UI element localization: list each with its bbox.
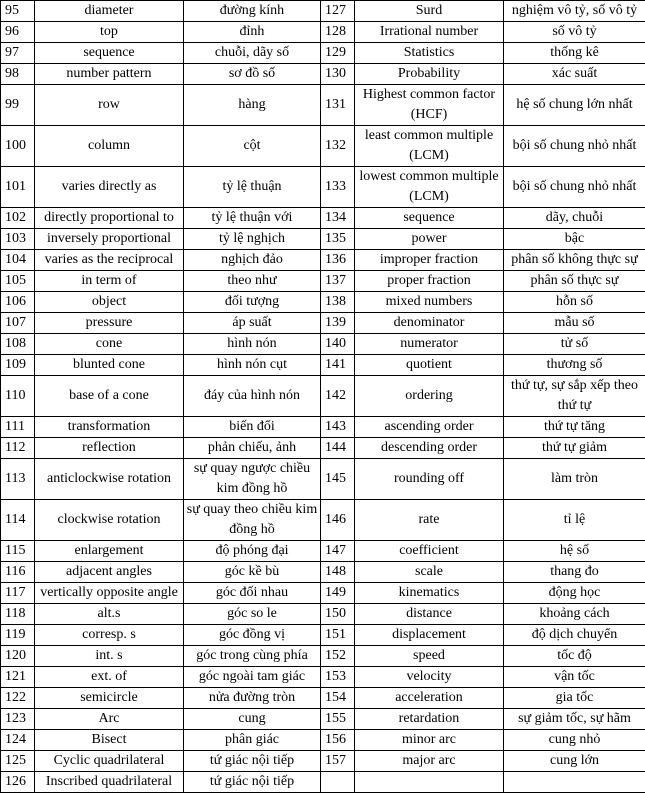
table-row [1, 250, 645, 271]
vietnamese-term: hệ số chung lớn nhất [504, 85, 645, 126]
table-row [1, 562, 645, 583]
english-term: adjacent angles [35, 562, 184, 583]
vietnamese-term: đối tượng [184, 292, 321, 313]
term-number: 98 [1, 64, 35, 85]
term-number: 133 [321, 167, 355, 208]
term-number: 146 [321, 500, 355, 541]
term-number: 110 [1, 376, 35, 417]
table-row [1, 126, 645, 167]
english-term: diameter [35, 1, 184, 22]
term-number: 134 [321, 208, 355, 229]
vietnamese-term: áp suất [184, 313, 321, 334]
term-number: 139 [321, 313, 355, 334]
vietnamese-term: phản chiếu, ảnh [184, 438, 321, 459]
english-term: alt.s [35, 604, 184, 625]
term-number: 125 [1, 751, 35, 772]
table-row [1, 1, 645, 22]
vietnamese-term: dãy, chuỗi [504, 208, 645, 229]
term-number: 147 [321, 541, 355, 562]
english-term: transformation [35, 417, 184, 438]
table-row [1, 500, 645, 541]
vietnamese-term: phân giác [184, 730, 321, 751]
english-term: improper fraction [355, 250, 504, 271]
english-term: acceleration [355, 688, 504, 709]
vietnamese-term: hình nón [184, 334, 321, 355]
term-number: 137 [321, 271, 355, 292]
table-row [1, 271, 645, 292]
vietnamese-term: thứ tự, sự sắp xếp theo thứ tự [504, 376, 645, 417]
term-number: 104 [1, 250, 35, 271]
table-row [1, 709, 645, 730]
vietnamese-term [504, 772, 645, 793]
english-term: int. s [35, 646, 184, 667]
english-term: minor arc [355, 730, 504, 751]
english-term: pressure [35, 313, 184, 334]
term-number: 106 [1, 292, 35, 313]
vietnamese-term: đường kính [184, 1, 321, 22]
english-term: rounding off [355, 459, 504, 500]
table-row [1, 438, 645, 459]
term-number: 112 [1, 438, 35, 459]
english-term: ext. of [35, 667, 184, 688]
vietnamese-term: hỗn số [504, 292, 645, 313]
vietnamese-term: cột [184, 126, 321, 167]
vietnamese-term: hệ số [504, 541, 645, 562]
english-term: clockwise rotation [35, 500, 184, 541]
vietnamese-term: gia tốc [504, 688, 645, 709]
term-number: 135 [321, 229, 355, 250]
table-row [1, 688, 645, 709]
term-number: 119 [1, 625, 35, 646]
vietnamese-term: tỉ lệ [504, 500, 645, 541]
term-number: 118 [1, 604, 35, 625]
table-row [1, 43, 645, 64]
term-number: 97 [1, 43, 35, 64]
english-term: reflection [35, 438, 184, 459]
vietnamese-term: bội số chung nhỏ nhất [504, 167, 645, 208]
english-term: kinematics [355, 583, 504, 604]
english-term: in term of [35, 271, 184, 292]
vietnamese-term: mẫu số [504, 313, 645, 334]
term-number: 150 [321, 604, 355, 625]
vietnamese-term: phân số không thực sự [504, 250, 645, 271]
term-number: 109 [1, 355, 35, 376]
term-number: 157 [321, 751, 355, 772]
term-number [321, 772, 355, 793]
vietnamese-term: vận tốc [504, 667, 645, 688]
english-term: vertically opposite angle [35, 583, 184, 604]
english-term: denominator [355, 313, 504, 334]
english-term: directly proportional to [35, 208, 184, 229]
term-number: 95 [1, 1, 35, 22]
english-term: retardation [355, 709, 504, 730]
term-number: 141 [321, 355, 355, 376]
english-term: major arc [355, 751, 504, 772]
vietnamese-term: đỉnh [184, 22, 321, 43]
vietnamese-term: khoảng cách [504, 604, 645, 625]
english-term: blunted cone [35, 355, 184, 376]
term-number: 122 [1, 688, 35, 709]
vietnamese-term: thương số [504, 355, 645, 376]
term-number: 103 [1, 229, 35, 250]
table-row [1, 459, 645, 500]
vietnamese-term: tốc độ [504, 646, 645, 667]
english-term: object [35, 292, 184, 313]
vietnamese-term: tỷ lệ nghịch [184, 229, 321, 250]
vietnamese-term: theo như [184, 271, 321, 292]
term-number: 156 [321, 730, 355, 751]
english-term: row [35, 85, 184, 126]
vietnamese-term: bậc [504, 229, 645, 250]
term-number: 121 [1, 667, 35, 688]
vietnamese-term: hàng [184, 85, 321, 126]
table-row [1, 85, 645, 126]
table-row [1, 208, 645, 229]
vietnamese-term: số vô tỷ [504, 22, 645, 43]
english-term: Surd [355, 1, 504, 22]
english-term: velocity [355, 667, 504, 688]
vietnamese-term: độ dịch chuyển [504, 625, 645, 646]
english-term: Irrational number [355, 22, 504, 43]
vietnamese-term: sự giảm tốc, sự hãm [504, 709, 645, 730]
english-term: inversely proportional [35, 229, 184, 250]
term-number: 124 [1, 730, 35, 751]
term-number: 145 [321, 459, 355, 500]
english-term: Cyclic quadrilateral [35, 751, 184, 772]
english-term: varies directly as [35, 167, 184, 208]
vietnamese-term: nghịch đảo [184, 250, 321, 271]
term-number: 153 [321, 667, 355, 688]
english-term: numerator [355, 334, 504, 355]
term-number: 126 [1, 772, 35, 793]
vietnamese-term: tứ giác nội tiếp [184, 772, 321, 793]
table-row [1, 541, 645, 562]
vietnamese-term: góc kề bù [184, 562, 321, 583]
vietnamese-term: góc đối nhau [184, 583, 321, 604]
term-number: 130 [321, 64, 355, 85]
term-number: 107 [1, 313, 35, 334]
term-number: 115 [1, 541, 35, 562]
english-term: rate [355, 500, 504, 541]
vietnamese-term: nửa đường tròn [184, 688, 321, 709]
vietnamese-term: cung nhỏ [504, 730, 645, 751]
vietnamese-term: góc trong cùng phía [184, 646, 321, 667]
term-number: 151 [321, 625, 355, 646]
english-term: ascending order [355, 417, 504, 438]
table-row [1, 730, 645, 751]
vietnamese-term: bội số chung nhỏ nhất [504, 126, 645, 167]
vietnamese-term: thang đo [504, 562, 645, 583]
table-row [1, 64, 645, 85]
glossary-body [1, 1, 645, 793]
vietnamese-term: sự quay theo chiều kim đồng hồ [184, 500, 321, 541]
term-number: 128 [321, 22, 355, 43]
table-row [1, 167, 645, 208]
table-row [1, 667, 645, 688]
english-term: Arc [35, 709, 184, 730]
vietnamese-term: biến đổi [184, 417, 321, 438]
english-term: distance [355, 604, 504, 625]
english-term: quotient [355, 355, 504, 376]
vietnamese-term: độ phóng đại [184, 541, 321, 562]
term-number: 149 [321, 583, 355, 604]
term-number: 114 [1, 500, 35, 541]
term-number: 127 [321, 1, 355, 22]
term-number: 144 [321, 438, 355, 459]
english-term: least common multiple (LCM) [355, 126, 504, 167]
vietnamese-term: thứ tự tăng [504, 417, 645, 438]
term-number: 140 [321, 334, 355, 355]
term-number: 143 [321, 417, 355, 438]
vietnamese-term: cung [184, 709, 321, 730]
english-term: speed [355, 646, 504, 667]
vietnamese-term: cung lớn [504, 751, 645, 772]
english-term: coefficient [355, 541, 504, 562]
english-term: sequence [355, 208, 504, 229]
term-number: 131 [321, 85, 355, 126]
table-row [1, 313, 645, 334]
english-term: proper fraction [355, 271, 504, 292]
term-number: 96 [1, 22, 35, 43]
table-row [1, 583, 645, 604]
english-term: semicircle [35, 688, 184, 709]
vietnamese-term: đáy của hình nón [184, 376, 321, 417]
english-term: mixed numbers [355, 292, 504, 313]
term-number: 129 [321, 43, 355, 64]
term-number: 108 [1, 334, 35, 355]
term-number: 148 [321, 562, 355, 583]
english-term: enlargement [35, 541, 184, 562]
vietnamese-term: sự quay ngược chiều kim đồng hồ [184, 459, 321, 500]
term-number: 154 [321, 688, 355, 709]
term-number: 100 [1, 126, 35, 167]
english-term: Bisect [35, 730, 184, 751]
english-term: base of a cone [35, 376, 184, 417]
term-number: 102 [1, 208, 35, 229]
table-row [1, 229, 645, 250]
english-term: varies as the reciprocal [35, 250, 184, 271]
vietnamese-term: góc so le [184, 604, 321, 625]
table-row [1, 646, 645, 667]
table-row [1, 22, 645, 43]
term-number: 138 [321, 292, 355, 313]
english-term: Statistics [355, 43, 504, 64]
vietnamese-term: tử số [504, 334, 645, 355]
vietnamese-term: góc ngoài tam giác [184, 667, 321, 688]
english-term: descending order [355, 438, 504, 459]
english-term: scale [355, 562, 504, 583]
english-term: Inscribed quadrilateral [35, 772, 184, 793]
english-term: sequence [35, 43, 184, 64]
table-row [1, 772, 645, 793]
vietnamese-term: tỷ lệ thuận với [184, 208, 321, 229]
vietnamese-term: tứ giác nội tiếp [184, 751, 321, 772]
table-row [1, 625, 645, 646]
term-number: 111 [1, 417, 35, 438]
english-term: column [35, 126, 184, 167]
term-number: 117 [1, 583, 35, 604]
vietnamese-term: động học [504, 583, 645, 604]
term-number: 116 [1, 562, 35, 583]
vietnamese-term: thứ tự giảm [504, 438, 645, 459]
term-number: 105 [1, 271, 35, 292]
vietnamese-term: tỷ lệ thuận [184, 167, 321, 208]
vietnamese-term: chuỗi, dãy số [184, 43, 321, 64]
term-number: 155 [321, 709, 355, 730]
english-term: top [35, 22, 184, 43]
vietnamese-term: góc đồng vị [184, 625, 321, 646]
table-row [1, 376, 645, 417]
term-number: 142 [321, 376, 355, 417]
english-term [355, 772, 504, 793]
english-term: Probability [355, 64, 504, 85]
term-number: 132 [321, 126, 355, 167]
vietnamese-term: nghiệm vô tỷ, số vô tỷ [504, 1, 645, 22]
english-term: ordering [355, 376, 504, 417]
table-row [1, 292, 645, 313]
table-row [1, 751, 645, 772]
vietnamese-term: làm tròn [504, 459, 645, 500]
english-term: anticlockwise rotation [35, 459, 184, 500]
term-number: 120 [1, 646, 35, 667]
term-number: 123 [1, 709, 35, 730]
vietnamese-term: xác suất [504, 64, 645, 85]
vietnamese-term: thống kê [504, 43, 645, 64]
term-number: 152 [321, 646, 355, 667]
english-term: power [355, 229, 504, 250]
english-term: Highest common factor (HCF) [355, 85, 504, 126]
table-row [1, 417, 645, 438]
vietnamese-term: hình nón cụt [184, 355, 321, 376]
english-term: displacement [355, 625, 504, 646]
vietnamese-term: phân số thực sự [504, 271, 645, 292]
term-number: 113 [1, 459, 35, 500]
term-number: 136 [321, 250, 355, 271]
term-number: 99 [1, 85, 35, 126]
english-term: lowest common multiple (LCM) [355, 167, 504, 208]
term-number: 101 [1, 167, 35, 208]
table-row [1, 355, 645, 376]
english-term: cone [35, 334, 184, 355]
english-term: number pattern [35, 64, 184, 85]
table-row [1, 604, 645, 625]
english-term: corresp. s [35, 625, 184, 646]
table-row [1, 334, 645, 355]
vietnamese-term: sơ đồ số [184, 64, 321, 85]
